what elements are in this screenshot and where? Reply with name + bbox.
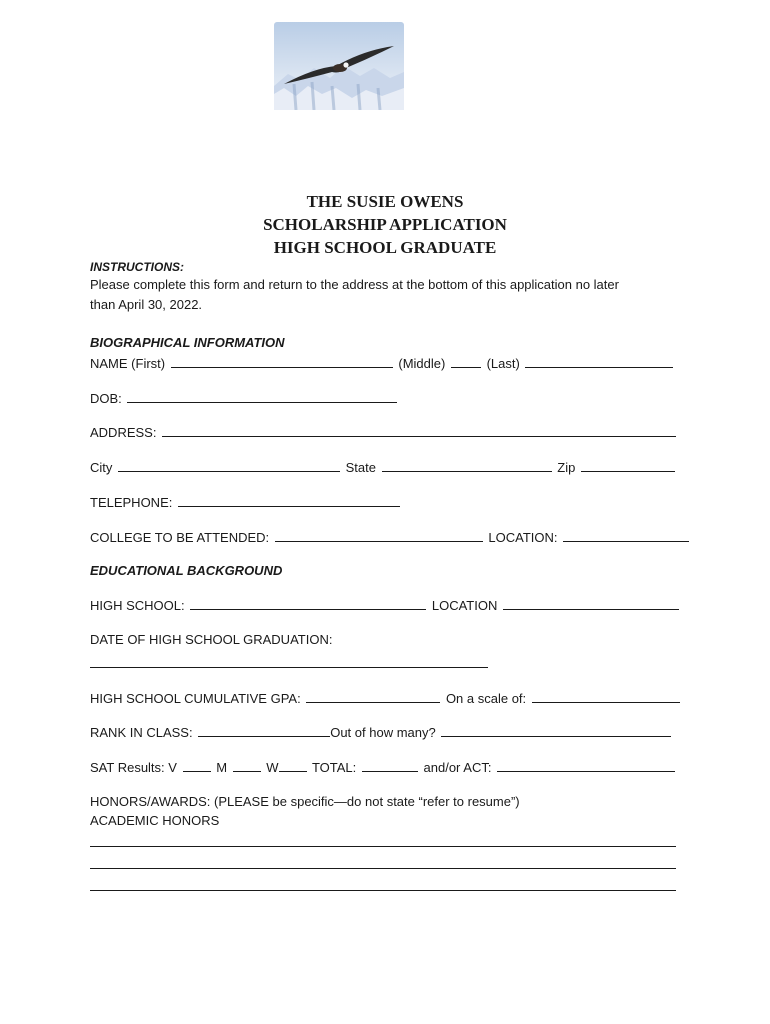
academic-honors-label: ACADEMIC HONORS — [90, 813, 220, 828]
title-line-1: THE SUSIE OWENS — [306, 192, 464, 211]
honors-label: HONORS/AWARDS: (PLEASE be specific—do not state “refer to resume”) — [90, 794, 520, 809]
grad-date-field[interactable] — [90, 667, 488, 668]
sat-m-field[interactable] — [233, 758, 261, 772]
sat-label: SAT Results: V — [90, 760, 177, 775]
address-label: ADDRESS: — [90, 425, 157, 440]
state-label: State — [345, 460, 376, 475]
sat-total-label: TOTAL: — [311, 760, 357, 775]
sat-m-label: M — [216, 760, 228, 775]
bio-heading: BIOGRAPHICAL INFORMATION — [90, 335, 285, 350]
act-label: and/or ACT: — [423, 760, 492, 775]
academic-honors-line-1[interactable] — [90, 846, 676, 847]
name-middle-label: (Middle) — [398, 356, 446, 371]
name-last-field[interactable] — [525, 354, 673, 368]
title-line-2: SCHOLARSHIP APPLICATION — [263, 215, 507, 234]
college-row — [90, 528, 691, 547]
rank-field[interactable] — [198, 723, 330, 737]
name-first-label: NAME (First) — [90, 356, 166, 371]
zip-label: Zip — [557, 460, 576, 475]
gpa-row — [90, 689, 682, 708]
name-first-field[interactable] — [171, 354, 393, 368]
name-row — [90, 354, 675, 373]
act-field[interactable] — [497, 758, 675, 772]
address-field[interactable] — [162, 423, 676, 437]
scale-label: On a scale of: — [445, 691, 527, 706]
sat-v-field[interactable] — [183, 758, 211, 772]
city-field[interactable] — [118, 458, 340, 472]
out-of-field[interactable] — [441, 723, 671, 737]
instructions-heading: INSTRUCTIONS: — [90, 260, 184, 274]
title-line-3: HIGH SCHOOL GRADUATE — [273, 238, 497, 257]
out-of-label: Out of how many? — [330, 725, 436, 740]
name-last-label: (Last) — [486, 356, 520, 371]
sat-total-field[interactable] — [362, 758, 418, 772]
city-row — [90, 458, 677, 477]
academic-honors-line-3[interactable] — [90, 890, 676, 891]
dob-field[interactable] — [127, 389, 397, 403]
college-label: COLLEGE TO BE ATTENDED: — [90, 530, 270, 545]
instructions-line-1: Please complete this form and return to the address at the bottom of this application no later — [90, 277, 619, 292]
academic-honors-line-2[interactable] — [90, 868, 676, 869]
state-field[interactable] — [382, 458, 552, 472]
form-title — [0, 190, 770, 259]
college-field[interactable] — [275, 528, 483, 542]
hs-location-field[interactable] — [503, 596, 679, 610]
sat-w-label: W — [266, 760, 279, 775]
rank-row — [90, 723, 673, 742]
gpa-label: HIGH SCHOOL CUMULATIVE GPA: — [90, 691, 301, 706]
hs-location-label: LOCATION — [431, 598, 498, 613]
grad-date-label: DATE OF HIGH SCHOOL GRADUATION: — [90, 632, 333, 647]
high-school-field[interactable] — [190, 596, 426, 610]
rank-label: RANK IN CLASS: — [90, 725, 193, 740]
sat-w-field[interactable] — [279, 758, 307, 772]
gpa-field[interactable] — [306, 689, 440, 703]
high-school-label: HIGH SCHOOL: — [90, 598, 185, 613]
eagle-photo-icon — [274, 22, 404, 110]
college-location-label: LOCATION: — [488, 530, 558, 545]
edu-heading: EDUCATIONAL BACKGROUND — [90, 563, 283, 578]
instructions-line-2: than April 30, 2022. — [90, 297, 203, 312]
city-label: City — [90, 460, 113, 475]
sat-row — [90, 758, 677, 777]
telephone-label: TELEPHONE: — [90, 495, 173, 510]
telephone-field[interactable] — [178, 493, 400, 507]
dob-label: DOB: — [90, 391, 122, 406]
telephone-row — [90, 493, 402, 512]
scale-field[interactable] — [532, 689, 680, 703]
dob-row — [90, 389, 399, 408]
address-row — [90, 423, 678, 442]
high-school-row — [90, 596, 681, 615]
name-middle-field[interactable] — [451, 354, 481, 368]
college-location-field[interactable] — [563, 528, 689, 542]
zip-field[interactable] — [581, 458, 675, 472]
